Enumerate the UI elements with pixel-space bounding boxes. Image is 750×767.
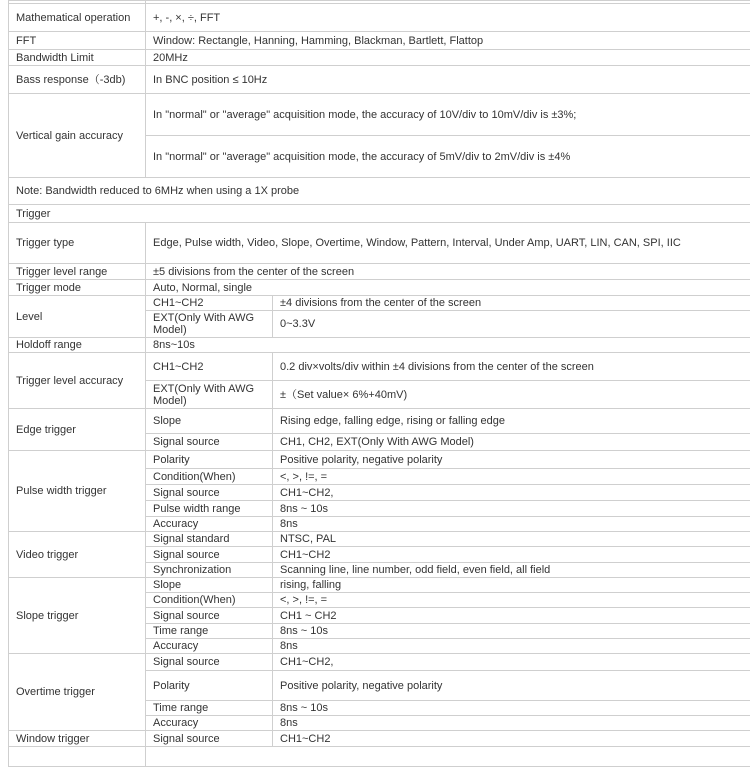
table-row [9,66,750,94]
table-row [9,280,750,296]
spec-value: ±4 divisions from the center of the screen [273,296,750,311]
spec-value: rising, falling [273,578,750,593]
spec-sub-label: Signal source [146,654,273,671]
spec-value: <, >, !=, = [273,469,750,485]
spec-value: In "normal" or "average" acquisition mode, the accuracy of 5mV/div to 2mV/div is ±4% [146,136,750,178]
spec-value: ±（Set value× 6%+40mV) [273,381,750,409]
spec-value: 8ns [273,716,750,731]
spec-sub-label: Accuracy [146,517,273,532]
spec-label: Mathematical operation [9,4,146,32]
spec-value: CH1~CH2 [273,547,750,563]
spec-value: CH1~CH2, [273,654,750,671]
spec-value: Positive polarity, negative polarity [273,451,750,469]
spec-label: Bandwidth Limit [9,50,146,66]
blank-cell [9,747,146,767]
table-row [9,353,750,381]
spec-value: CH1, CH2, EXT(Only With AWG Model) [273,434,750,451]
spec-sub-label: Signal source [146,547,273,563]
spec-value: NTSC, PAL [273,532,750,547]
table-row [9,4,750,32]
spec-sub-label: Condition(When) [146,469,273,485]
spec-label: Trigger mode [9,280,146,296]
spec-value: Window: Rectangle, Hanning, Hamming, Blackman, Bartlett, Flattop [146,32,750,50]
spec-value: CH1 ~ CH2 [273,608,750,624]
table-row [9,264,750,280]
table-row [9,578,750,593]
table-row [9,32,750,50]
spec-sub-label: Slope [146,578,273,593]
spec-label: Bass response（-3db) [9,66,146,94]
spec-value: 8ns~10s [146,338,750,353]
spec-label: Trigger type [9,223,146,264]
table-row [9,296,750,311]
spec-value: +, -, ×, ÷, FFT [146,4,750,32]
table-row [9,731,750,747]
spec-value: In BNC position ≤ 10Hz [146,66,750,94]
spec-value: Positive polarity, negative polarity [273,671,750,701]
table-row [9,654,750,671]
spec-value: Rising edge, falling edge, rising or falling edge [273,409,750,434]
spec-sub-label: Accuracy [146,716,273,731]
spec-sub-label: Signal source [146,485,273,501]
spec-value: CH1~CH2 [273,731,750,747]
spec-value: 0.2 div×volts/div within ±4 divisions from the center of the screen [273,353,750,381]
spec-sub-label: Polarity [146,451,273,469]
spec-sub-label: Signal standard [146,532,273,547]
section-note: Note: Bandwidth reduced to 6MHz when using a 1X probe [9,178,750,205]
spec-label: Pulse width trigger [9,451,146,532]
spec-sub-label: Signal source [146,434,273,451]
spec-sub-label: EXT(Only With AWG Model) [146,311,273,338]
spec-label: Overtime trigger [9,654,146,731]
spec-value: ±5 divisions from the center of the screen [146,264,750,280]
spec-sub-label: Polarity [146,671,273,701]
spec-label: Vertical gain accuracy [9,94,146,178]
spec-value: 0~3.3V [273,311,750,338]
spec-label: Window trigger [9,731,146,747]
spec-sub-label: Signal source [146,608,273,624]
table-row [9,451,750,469]
spec-sub-label: CH1~CH2 [146,353,273,381]
spec-sub-label: Synchronization [146,563,273,578]
spec-value: 8ns [273,639,750,654]
table-row [9,178,750,205]
spec-sub-label: Condition(When) [146,593,273,608]
spec-value: Auto, Normal, single [146,280,750,296]
spec-value: Edge, Pulse width, Video, Slope, Overtime, Window, Pattern, Interval, Under Amp, UART, LIN, CAN, SPI, IIC [146,223,750,264]
spec-label: Edge trigger [9,409,146,451]
spec-sub-label: Time range [146,624,273,639]
spec-label: FFT [9,32,146,50]
table-row [9,223,750,264]
table-row [9,50,750,66]
spec-sub-label: Time range [146,701,273,716]
spec-value: 8ns [273,517,750,532]
spec-value: In "normal" or "average" acquisition mode, the accuracy of 10V/div to 10mV/div is ±3%; [146,94,750,136]
spec-value: CH1~CH2, [273,485,750,501]
spec-label: Level [9,296,146,338]
spec-sub-label: Signal source [146,731,273,747]
table-row [9,532,750,547]
table-row [9,205,750,223]
spec-label: Video trigger [9,532,146,578]
table-row [9,338,750,353]
spec-sub-label: EXT(Only With AWG Model) [146,381,273,409]
spec-value: 8ns ~ 10s [273,501,750,517]
spec-sub-label: Slope [146,409,273,434]
table-row [9,409,750,434]
spec-value: 8ns ~ 10s [273,624,750,639]
spec-label: Trigger level accuracy [9,353,146,409]
spec-label: Slope trigger [9,578,146,654]
spec-value: 8ns ~ 10s [273,701,750,716]
spec-sub-label: Pulse width range [146,501,273,517]
spec-sub-label: CH1~CH2 [146,296,273,311]
spec-value: Scanning line, line number, odd field, even field, all field [273,563,750,578]
spec-table [8,0,750,767]
section-note: Trigger [9,205,750,223]
spec-label: Holdoff range [9,338,146,353]
blank-cell [146,747,750,767]
spec-value: 20MHz [146,50,750,66]
table-row [9,747,750,767]
spec-value: <, >, !=, = [273,593,750,608]
spec-sub-label: Accuracy [146,639,273,654]
spec-label: Trigger level range [9,264,146,280]
table-row [9,94,750,136]
